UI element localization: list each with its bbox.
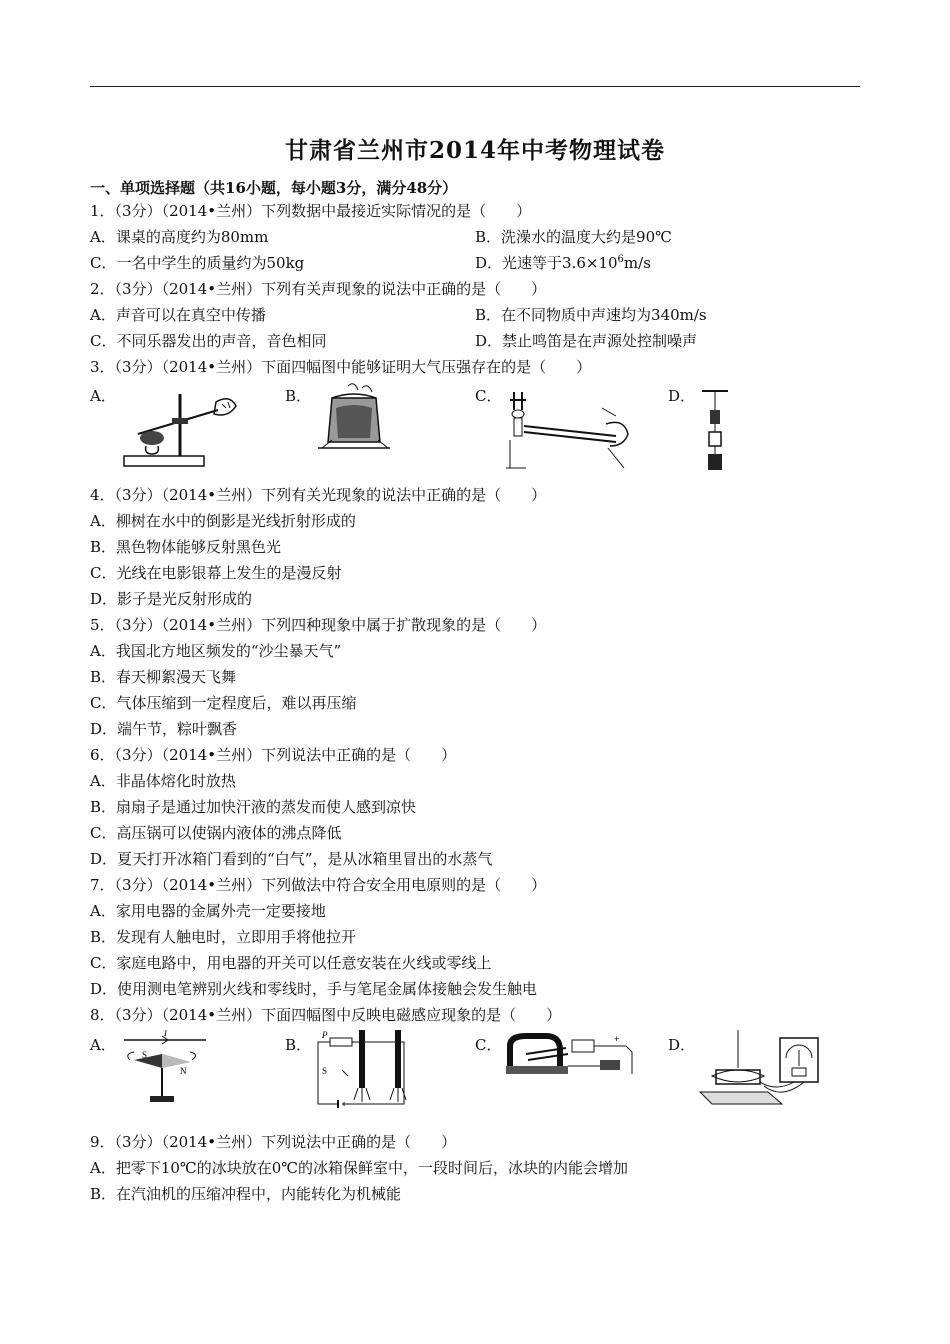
q9-option-b: B．在汽油机的压缩冲程中，内能转化为机械能 bbox=[90, 1185, 402, 1203]
q8-stem: 8．（3分）（2014•兰州）下面四幅图中反映电磁感应现象的是（ ） bbox=[90, 1006, 562, 1024]
q8-a-north-label: N bbox=[180, 1066, 187, 1076]
section-heading: 一、单项选择题（共16小题，每小题3分，满分48分） bbox=[90, 179, 458, 197]
q6-option-a: A．非晶体熔化时放热 bbox=[90, 772, 236, 790]
q7-option-c: C．家庭电路中，用电器的开关可以任意安装在火线或零线上 bbox=[90, 954, 492, 972]
q4-option-b: B．黑色物体能够反射黑色光 bbox=[90, 538, 282, 556]
q3-label-b: B． bbox=[285, 387, 312, 405]
q5-option-a: A．我国北方地区频发的“沙尘暴天气” bbox=[90, 642, 342, 660]
q4-option-d: D．影子是光反射形成的 bbox=[90, 590, 253, 608]
q5-option-c: C．气体压缩到一定程度后，难以再压缩 bbox=[90, 694, 357, 712]
q8-label-c: C． bbox=[475, 1036, 502, 1054]
q3-figure-b-burning-jar bbox=[318, 382, 398, 458]
q7-option-b: B．发现有人触电时，立即用手将他拉开 bbox=[90, 928, 357, 946]
q3-label-c: C． bbox=[475, 387, 502, 405]
q2-option-c: C．不同乐器发出的声音，音色相同 bbox=[90, 332, 327, 350]
q4-stem: 4．（3分）（2014•兰州）下列有关光现象的说法中正确的是（ ） bbox=[90, 486, 547, 504]
q8-figure-d-coil-galvanometer bbox=[698, 1030, 838, 1112]
q3-figure-a-burner-stand bbox=[118, 388, 248, 472]
q8-a-south-label: S bbox=[142, 1050, 148, 1060]
q1-option-b: B．洗澡水的温度大约是90℃ bbox=[475, 228, 672, 246]
q6-option-c: C．高压锅可以使锅内液体的沸点降低 bbox=[90, 824, 342, 842]
q6-option-d: D．夏天打开冰箱门看到的“白气”，是从冰箱里冒出的水蒸气 bbox=[90, 850, 493, 868]
q6-option-b: B．扇扇子是通过加快汗液的蒸发而使人感到凉快 bbox=[90, 798, 417, 816]
q8-b-rheostat-label: P bbox=[322, 1030, 328, 1040]
q4-option-c: C．光线在电影银幕上发生的是漫反射 bbox=[90, 564, 342, 582]
q8-label-b: B． bbox=[285, 1036, 312, 1054]
q9-option-a: A．把零下10℃的冰块放在0℃的冰箱保鲜室中，一段时间后，冰块的内能会增加 bbox=[90, 1159, 629, 1177]
q5-stem: 5．（3分）（2014•兰州）下列四种现象中属于扩散现象的是（ ） bbox=[90, 616, 547, 634]
q2-option-a: A．声音可以在真空中传播 bbox=[90, 306, 266, 324]
q3-label-a: A． bbox=[90, 387, 116, 405]
q8-label-d: D． bbox=[668, 1036, 696, 1054]
q1-d-text: D．光速等于3.6×10 bbox=[475, 254, 618, 272]
q7-option-d: D．使用测电笔辨别火线和零线时，手与笔尾金属体接触会发生触电 bbox=[90, 980, 538, 998]
q1-option-c: C．一名中学生的质量约为50kg bbox=[90, 254, 305, 272]
q1-option-a: A．课桌的高度约为80mm bbox=[90, 228, 269, 246]
q8-figure-b-electromagnet-circuit bbox=[312, 1030, 422, 1110]
q8-figure-a-compass-wire bbox=[120, 1030, 210, 1108]
q4-option-a: A．柳树在水中的倒影是光线折射形成的 bbox=[90, 512, 356, 530]
q1-d-unit: m/s bbox=[623, 254, 651, 272]
q8-c-plus-sign: + bbox=[614, 1034, 620, 1044]
q2-stem: 2．（3分）（2014•兰州）下列有关声现象的说法中正确的是（ ） bbox=[90, 280, 547, 298]
page-title: 甘肃省兰州市2014年中考物理试卷 bbox=[284, 137, 665, 164]
q8-label-a: A． bbox=[90, 1036, 116, 1054]
q3-figure-d-hanging-weights bbox=[700, 388, 730, 474]
q1-d-exponent: 6 bbox=[617, 254, 624, 265]
header-rule bbox=[90, 86, 860, 87]
q7-option-a: A．家用电器的金属外壳一定要接地 bbox=[90, 902, 326, 920]
q7-stem: 7．（3分）（2014•兰州）下列做法中符合安全用电原则的是（ ） bbox=[90, 876, 547, 894]
q1-stem: 1．（3分）（2014•兰州）下列数据中最接近实际情况的是（ ） bbox=[90, 202, 532, 220]
q8-figure-c-magnet-rail-circuit bbox=[506, 1030, 636, 1080]
q5-option-b: B．春天柳絮漫天飞舞 bbox=[90, 668, 237, 686]
q6-stem: 6．（3分）（2014•兰州）下列说法中正确的是（ ） bbox=[90, 746, 457, 764]
q9-stem: 9．（3分）（2014•兰州）下列说法中正确的是（ ） bbox=[90, 1133, 457, 1151]
q5-option-d: D．端午节，粽叶飘香 bbox=[90, 720, 238, 738]
q8-a-current-label: I bbox=[164, 1030, 167, 1038]
q2-option-b: B．在不同物质中声速均为340m/s bbox=[475, 306, 707, 324]
q3-stem: 3．（3分）（2014•兰州）下面四幅图中能够证明大气压强存在的是（ ） bbox=[90, 358, 592, 376]
q1-option-d bbox=[475, 253, 651, 273]
q2-option-d: D．禁止鸣笛是在声源处控制噪声 bbox=[475, 332, 698, 350]
q8-b-switch-label: S bbox=[322, 1066, 328, 1076]
q3-label-d: D． bbox=[668, 387, 696, 405]
q3-figure-c-pulling-suckers bbox=[506, 388, 636, 472]
